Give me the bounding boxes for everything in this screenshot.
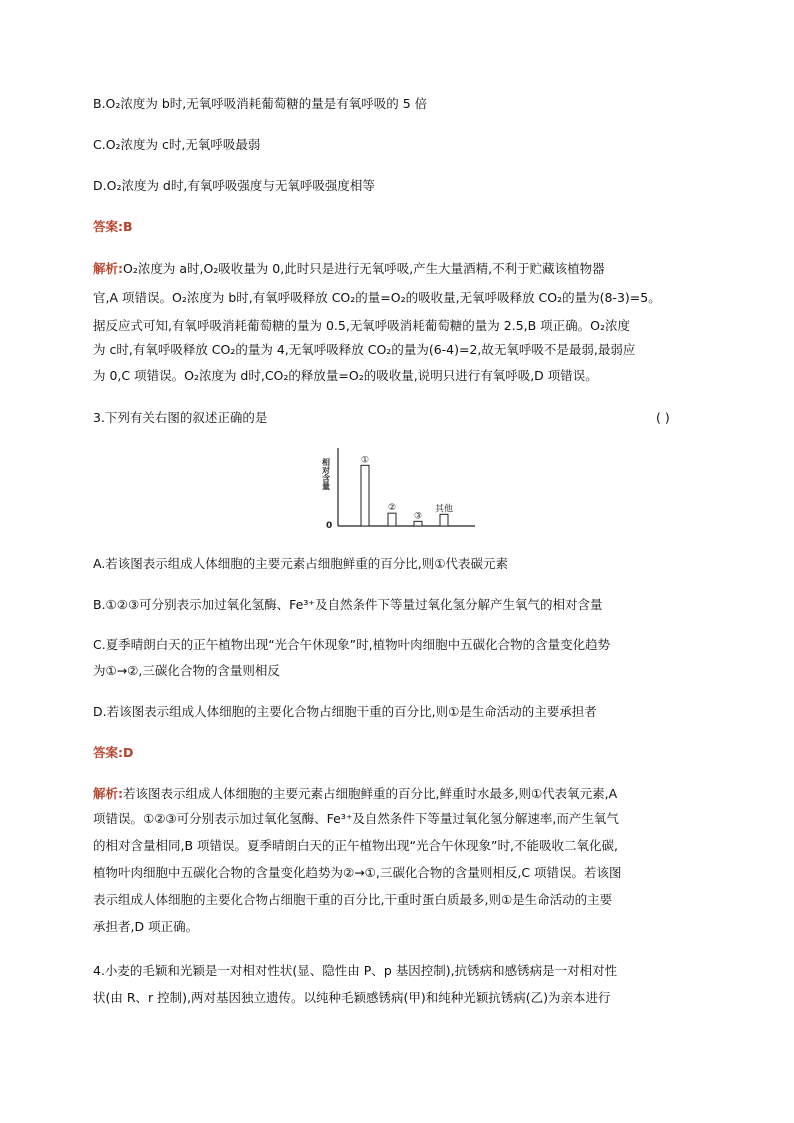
q3-answer-label: 答案: [93,745,123,760]
q4-stem-line-2: 状(由 R、r 控制),两对基因独立遗传。以纯种毛颖感锈病(甲)和纯种光颖抗锈病(乙)为亲本进行 [93,990,611,1005]
bar-4 [440,514,448,526]
q3-bar-chart [320,446,480,536]
origin-label: 0 [326,521,333,531]
q3-explanation-line-1 [93,786,617,802]
bar-3 [414,521,422,526]
q3-explanation-line-5: 表示组成人体细胞的主要化合物占细胞干重的百分比,干重时蛋白质最多,则①是生命活动的主要 [93,892,613,907]
q2-explanation-text: O₂浓度为 a时,O₂吸收量为 0,此时只是进行无氧呼吸,产生大量酒精,不利于贮藏该植物器 [123,261,605,276]
q3-answer [93,745,133,761]
q2-answer [93,219,133,235]
q2-option-c: C.O₂浓度为 c时,无氧呼吸最弱 [93,137,261,152]
q2-option-d: D.O₂浓度为 d时,有氧呼吸强度与无氧呼吸强度相等 [93,178,375,193]
q2-answer-value: B [123,219,133,234]
q2-explanation-line-1 [93,261,605,277]
y-axis-label: 相对含量 [321,458,331,490]
bar-2 [388,513,396,526]
bar-chart-svg [320,446,480,536]
q3-option-b: B.①②③可分别表示加过氧化氢酶、Fe³⁺及自然条件下等量过氧化氢分解产生氧气的相对含量 [93,597,603,612]
q3-explanation-line-2: 项错误。①②③可分别表示加过氧化氢酶、Fe³⁺及自然条件下等量过氧化氢分解速率,而产生氧气 [93,811,619,826]
q3-explanation-label: 解析: [93,786,123,801]
q2-explanation-line-5: 为 0,C 项错误。O₂浓度为 d时,CO₂的释放量=O₂的吸收量,说明只进行有氧呼吸,D 项错误。 [93,368,598,383]
q2-explanation-line-4: 为 c时,有氧呼吸释放 CO₂的量为 4,无氧呼吸释放 CO₂的量为(6-4)=2,故无氧呼吸不是最弱,最弱应 [93,342,636,357]
q3-option-a: A.若该图表示组成人体细胞的主要元素占细胞鲜重的百分比,则①代表碳元素 [93,556,508,571]
q2-option-b: B.O₂浓度为 b时,无氧呼吸消耗葡萄糖的量是有氧呼吸的 5 倍 [93,96,428,111]
q3-option-d: D.若该图表示组成人体细胞的主要化合物占细胞干重的百分比,则①是生命活动的主要承担者 [93,704,597,719]
bar-label-1: ① [360,455,370,466]
q2-explanation-line-2: 官,A 项错误。O₂浓度为 b时,有氧呼吸释放 CO₂的量=O₂的吸收量,无氧呼吸释放 CO₂的量为(8-3)=5。 [93,290,661,305]
q3-stem: 3.下列有关右图的叙述正确的是 [93,410,268,425]
q2-explanation-line-3: 据反应式可知,有氧呼吸消耗葡萄糖的量为 0.5,无氧呼吸消耗葡萄糖的量为 2.5,B 项正确。O₂浓度 [93,318,631,333]
q3-explanation-text: 若该图表示组成人体细胞的主要元素占细胞鲜重的百分比,鲜重时水最多,则①代表氧元素,A [123,786,618,801]
q2-answer-label: 答案: [93,219,123,234]
bar-label-3: ③ [413,511,423,522]
bar-label-4: 其他 [434,504,454,515]
q3-explanation-line-3: 的相对含量相同,B 项错误。夏季晴朗白天的正午植物出现“光合午休现象”时,不能吸收二氧化碳, [93,838,618,853]
q2-explanation-label: 解析: [93,261,123,276]
q3-answer-bracket: ( ) [656,410,670,425]
bar-label-2: ② [387,503,397,514]
q3-option-c-line-1: C.夏季晴朗白天的正午植物出现“光合午休现象”时,植物叶肉细胞中五碳化合物的含量变化趋势 [93,637,611,652]
bar-1 [361,465,369,526]
q4-stem-line-1: 4.小麦的毛颖和光颖是一对相对性状(显、隐性由 P、p 基因控制),抗锈病和感锈病是一对相对性 [93,963,618,978]
q3-explanation-line-6: 承担者,D 项正确。 [93,919,199,934]
q3-option-c-line-2: 为①→②,三碳化合物的含量则相反 [93,663,280,678]
q3-answer-value: D [123,745,134,760]
q3-explanation-line-4: 植物叶肉细胞中五碳化合物的含量变化趋势为②→①,三碳化合物的含量则相反,C 项错误。若该图 [93,865,622,880]
